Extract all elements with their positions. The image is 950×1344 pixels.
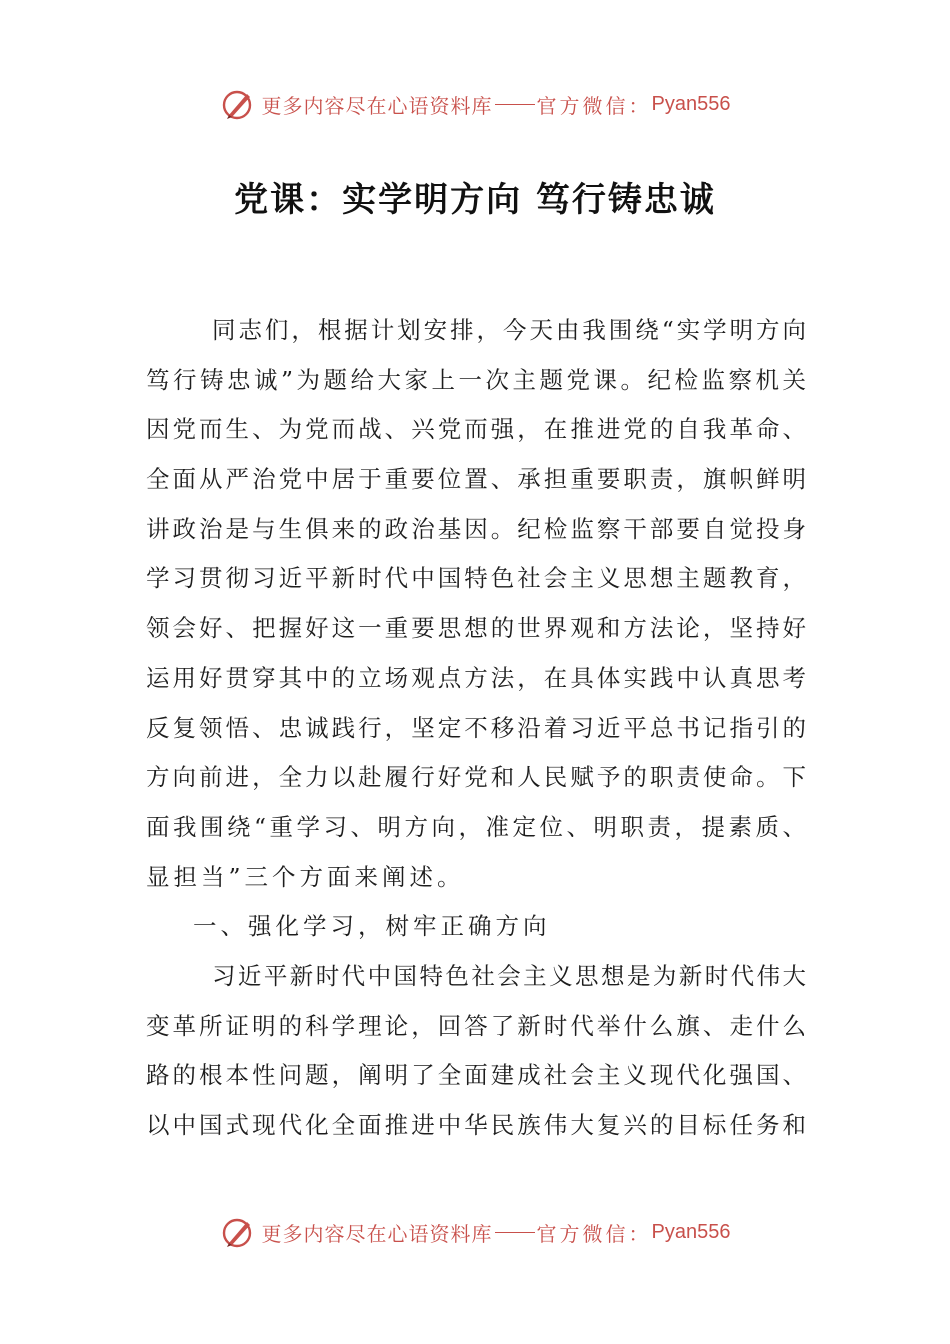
header-watermark-banner <box>0 84 950 124</box>
paragraph-line: 变革所证明的科学理论，回答了新时代举什么旗、走什么 <box>146 1011 806 1040</box>
banner-dash <box>495 104 535 105</box>
banner-wechat-label: 官方微信： <box>536 93 652 118</box>
paragraph-line: 路的根本性问题，阐明了全面建成社会主义现代化强国、 <box>146 1061 806 1090</box>
paragraph-line: 以中国式现代化全面推进中华民族伟大复兴的目标任务和 <box>146 1111 806 1139</box>
paragraph-line: 领会好、把握好这一重要思想的世界观和方法论，坚持好 <box>146 614 806 643</box>
paragraph-line: 同志们，根据计划安排，今天由我围绕“实学明方向 <box>212 316 806 344</box>
paragraph-line: 方向前进，全力以赴履行好党和人民赋予的职责使命。下 <box>146 763 806 792</box>
paragraph-line: 因党而生、为党而战、兴党而强，在推进党的自我革命、 <box>146 415 806 444</box>
paragraph-line: 运用好贯穿其中的立场观点方法，在具体实践中认真思考 <box>146 663 806 692</box>
section-heading: 一、强化学习，树牢正确方向 <box>193 912 551 941</box>
paragraph-line: 全面从严治党中居于重要位置、承担重要职责，旗帜鲜明 <box>146 465 806 494</box>
banner-dash <box>495 1232 535 1233</box>
document-body <box>146 306 806 1151</box>
banner-wechat-label: 官方微信： <box>536 1221 652 1246</box>
pen-logo-icon <box>220 86 256 122</box>
paragraph-line: 习近平新时代中国特色社会主义思想是为新时代伟大 <box>212 961 806 990</box>
paragraph-line: 面我围绕“重学习、明方向，准定位、明职责，提素质、 <box>146 812 806 841</box>
banner-wechat-id: Pyan556 <box>651 92 731 115</box>
paragraph-line: 讲政治是与生俱来的政治基因。纪检监察干部要自觉投身 <box>146 514 806 543</box>
document-title: 党课：实学明方向 笃行铸忠诚 <box>234 180 716 220</box>
pen-logo-icon <box>220 1214 256 1250</box>
footer-watermark-banner <box>0 1212 950 1252</box>
paragraph-line: 反复领悟、忠诚践行，坚定不移沿着习近平总书记指引的 <box>146 713 806 742</box>
banner-text: 更多内容尽在心语资料库 <box>261 93 493 118</box>
paragraph-line: 学习贯彻习近平新时代中国特色社会主义思想主题教育， <box>146 564 806 593</box>
paragraph-line: 显担当”三个方面来阐述。 <box>146 862 465 891</box>
paragraph-line: 笃行铸忠诚”为题给大家上一次主题党课。纪检监察机关 <box>146 365 806 394</box>
banner-text: 更多内容尽在心语资料库 <box>261 1221 493 1246</box>
banner-wechat-id: Pyan556 <box>651 1220 731 1243</box>
